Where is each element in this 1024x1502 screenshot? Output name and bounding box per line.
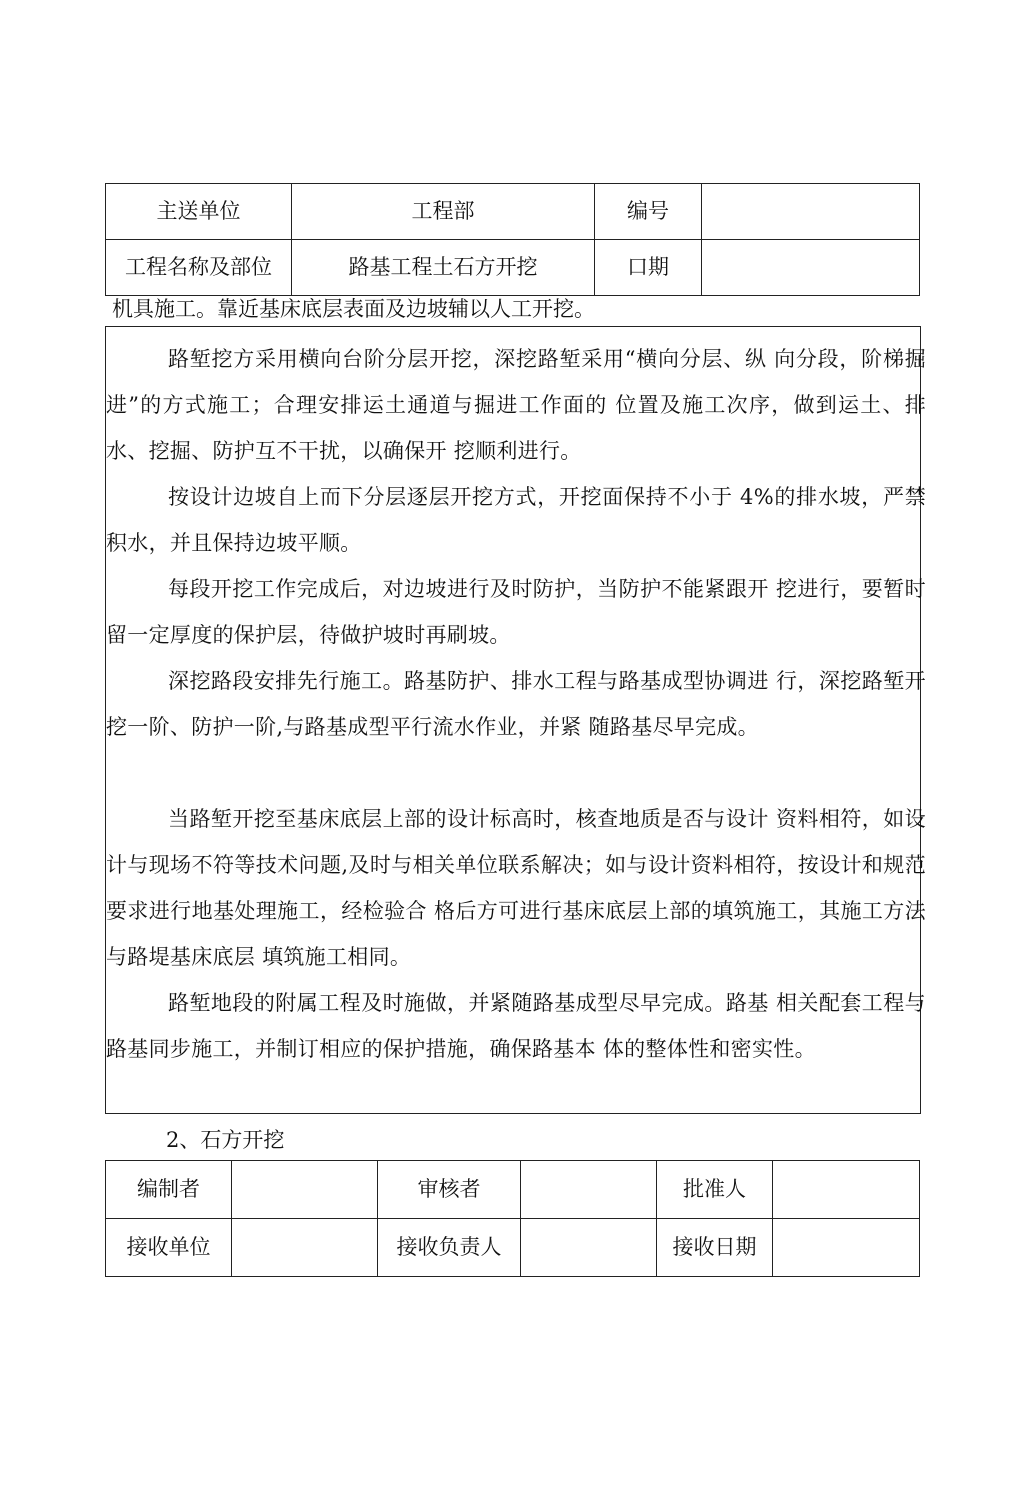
header-row-2 [106,240,920,296]
compiler-label: 编制者 [106,1161,232,1219]
compiler-value [232,1161,378,1219]
date-label: 口期 [595,240,702,296]
reviewer-value [521,1161,657,1219]
project-name-label: 工程名称及部位 [106,240,292,296]
footer-row-2 [106,1219,920,1277]
intro-line: 机具施工。靠近基床底层表面及边坡辅以人工开挖。 [112,297,595,321]
content-box [105,326,926,1114]
header-row-1 [106,184,920,240]
header-table [105,183,920,296]
sender-unit-label: 主送单位 [106,184,292,240]
paragraph-2: 按设计边坡自上而下分层逐层开挖方式，开挖面保持不小于 4%的排水坡，严禁积水，并且保持边坡平顺。 [106,485,926,555]
paragraph-6: 路堑地段的附属工程及时施做，并紧随路基成型尽早完成。路基 相关配套工程与路基同步施工，并制订相应的保护措施，确保路基本 体的整体性和密实性。 [106,991,926,1061]
receiving-date-value [773,1219,920,1277]
footer-row-1 [106,1161,920,1219]
receiving-unit-label: 接收单位 [106,1219,232,1277]
approver-value [773,1161,920,1219]
approver-label: 批准人 [657,1161,773,1219]
reviewer-label: 审核者 [378,1161,521,1219]
project-name-value: 路基工程土石方开挖 [292,240,595,296]
number-label: 编号 [595,184,702,240]
receiving-person-value [521,1219,657,1277]
receiving-date-label: 接收日期 [657,1219,773,1277]
date-value [702,240,920,296]
section-heading: 2、石方开挖 [166,1128,285,1152]
paragraph-4: 深挖路段安排先行施工。路基防护、排水工程与路基成型协调进 行，深挖路堑开挖一阶、防护一阶,与路基成型平行流水作业，并紧 随路基尽早完成。 [106,669,926,739]
receiving-person-label: 接收负责人 [378,1219,521,1277]
paragraph-1: 路堑挖方采用横向台阶分层开挖，深挖路堑采用“横向分层、纵 向分段，阶梯掘进”的方式施工；合理安排运土通道与掘进工作面的 位置及施工次序，做到运土、排水、挖掘、防护互不干扰，以确保开 挖顺利进行。 [106,347,926,463]
footer-table [105,1160,920,1277]
sender-unit-value: 工程部 [292,184,595,240]
receiving-unit-value [232,1219,378,1277]
paragraph-3: 每段开挖工作完成后，对边坡进行及时防护，当防护不能紧跟开 挖进行，要暂时留一定厚度的保护层，待做护坡时再刷坡。 [106,577,926,647]
paragraph-5: 当路堑开挖至基床底层上部的设计标高时，核查地质是否与设计 资料相符，如设计与现场不符等技术问题,及时与相关单位联系解决；如与设计资料相符，按设计和规范要求进行地基处理施工，经检验合 格后方可进行基床底层上部的填筑施工，其施工方法与路堤基床底层 填筑施工相同。 [106,807,926,969]
number-value [702,184,920,240]
